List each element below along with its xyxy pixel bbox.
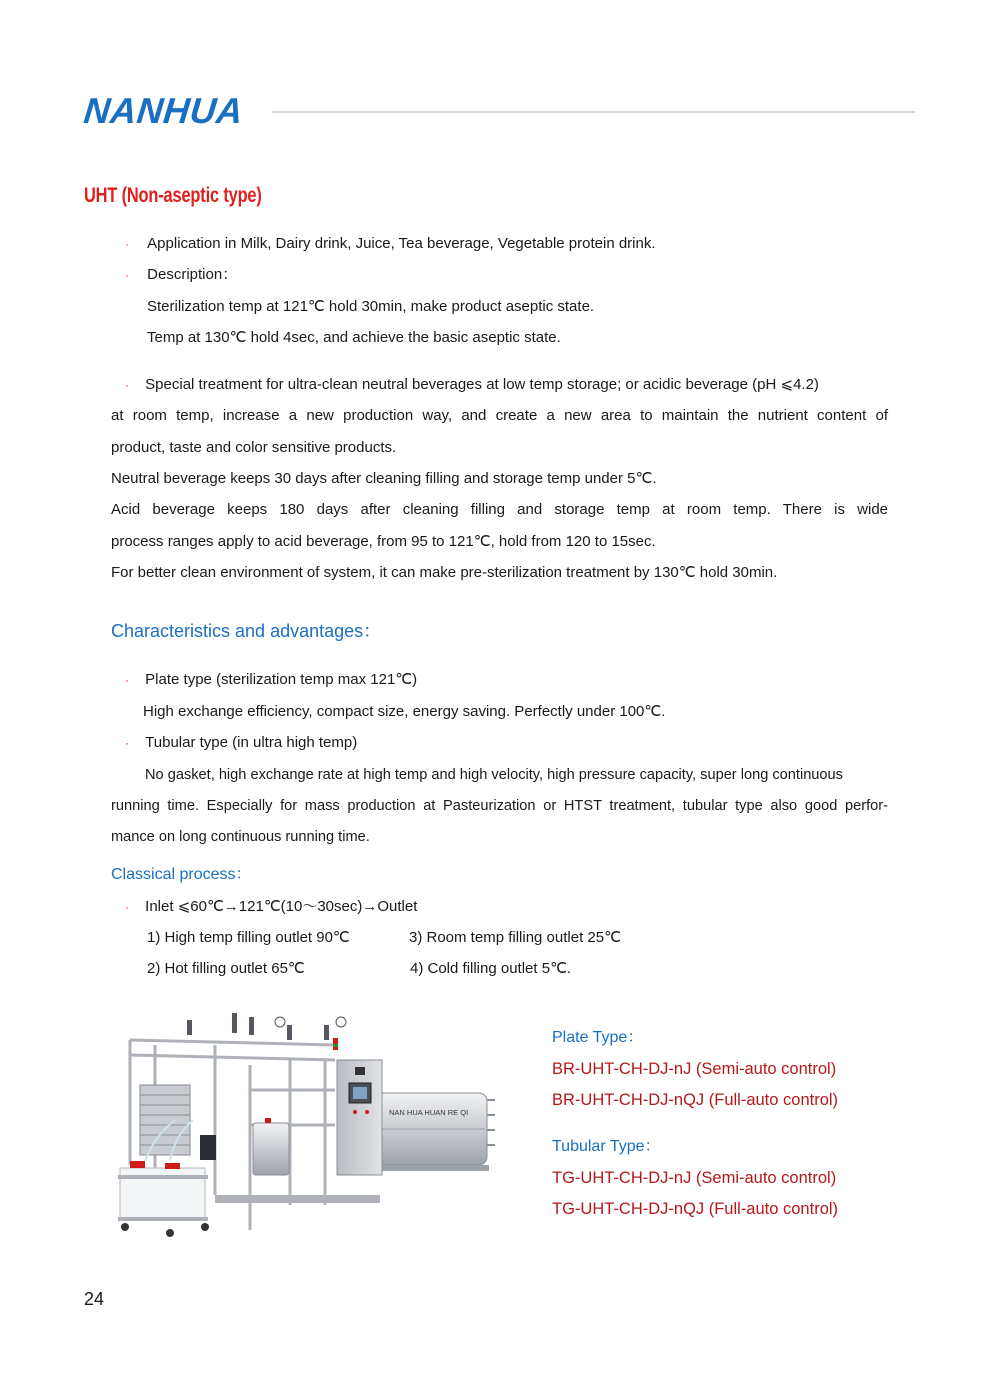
description-line: Temp at 130℃ hold 4sec, and achieve the basic aseptic state.	[147, 329, 561, 346]
special-line: Neutral beverage keeps 30 days after cleaning filling and storage temp under 5℃.	[111, 470, 657, 487]
plate-type-title: Plate type (sterilization temp max 121℃)	[145, 671, 418, 688]
machine-label: NAN HUA HUAN RE QI	[389, 1108, 469, 1117]
outlet-item: 2) Hot filling outlet 65℃	[147, 960, 305, 977]
special-line: product, taste and color sensitive products.	[111, 439, 397, 456]
application-item	[125, 234, 656, 254]
tubular-line: No gasket, high exchange rate at high temp and high velocity, high pressure capacity, super long continuous	[145, 767, 843, 783]
classical-heading: Classical process：	[111, 866, 252, 883]
brand-logo: NANHUA	[81, 90, 246, 131]
special-line: at room temp, increase a new production way, and create a new area to maintain the nutrient content of	[111, 407, 888, 424]
outlet-item: 4) Cold filling outlet 5℃.	[410, 960, 572, 977]
tubular-type-heading: Tubular Type：	[552, 1138, 661, 1155]
plate-model-item: BR-UHT-CH-DJ-nJ (Semi-auto control)	[552, 1060, 837, 1078]
tubular-line: running time. Especially for mass production at Pasteurization or HTST treatment, tubular type also good perfor-	[111, 798, 888, 814]
plate-model-item: BR-UHT-CH-DJ-nQJ (Full-auto control)	[552, 1091, 839, 1109]
process-flow-item	[125, 897, 417, 917]
bullet-icon: ·	[125, 900, 129, 914]
special-line: Special treatment for ultra-clean neutral beverages at low temp storage; or acidic beverage (pH ⩽4.2)	[145, 376, 819, 393]
uht-machine-image	[115, 1005, 505, 1237]
application-text: Application in Milk, Dairy drink, Juice, Tea beverage, Vegetable protein drink.	[147, 235, 656, 252]
description-item	[125, 265, 237, 285]
tubular-type-item	[125, 733, 357, 753]
special-line: Acid beverage keeps 180 days after cleaning filling and storage temp at room temp. There is wide	[111, 501, 888, 518]
special-line: For better clean environment of system, it can make pre-sterilization treatment by 130℃ hold 30min.	[111, 564, 778, 581]
outlet-item: 1) High temp filling outlet 90℃	[147, 929, 350, 946]
description-label: Description：	[147, 266, 238, 283]
process-flow: Inlet ⩽60℃→121℃(10～30sec)→Outlet	[145, 898, 418, 915]
tubular-line: mance on long continuous running time.	[111, 829, 370, 845]
bullet-icon: ·	[125, 268, 129, 282]
tubular-model-item: TG-UHT-CH-DJ-nQJ (Full-auto control)	[552, 1200, 839, 1218]
bullet-icon: ·	[125, 378, 129, 392]
plate-type-desc: High exchange efficiency, compact size, energy saving. Perfectly under 100℃.	[143, 703, 666, 720]
bullet-icon: ·	[125, 237, 129, 251]
header-divider	[272, 111, 915, 113]
outlet-item: 3) Room temp filling outlet 25℃	[409, 929, 621, 946]
description-line: Sterilization temp at 121℃ hold 30min, make product aseptic state.	[147, 298, 595, 315]
bullet-icon: ·	[125, 673, 129, 687]
plate-type-heading: Plate Type：	[552, 1029, 644, 1046]
page-number: 24	[84, 1289, 105, 1309]
section-title: UHT (Non-aseptic type)	[84, 184, 262, 207]
special-item	[125, 375, 819, 395]
tubular-type-title: Tubular type (in ultra high temp)	[145, 734, 358, 751]
special-line: process ranges apply to acid beverage, from 95 to 121℃, hold from 120 to 15sec.	[111, 533, 656, 550]
tubular-model-item: TG-UHT-CH-DJ-nJ (Semi-auto control)	[552, 1169, 837, 1187]
bullet-icon: ·	[125, 736, 129, 750]
plate-type-item	[125, 670, 417, 690]
characteristics-heading: Characteristics and advantages：	[111, 621, 382, 641]
